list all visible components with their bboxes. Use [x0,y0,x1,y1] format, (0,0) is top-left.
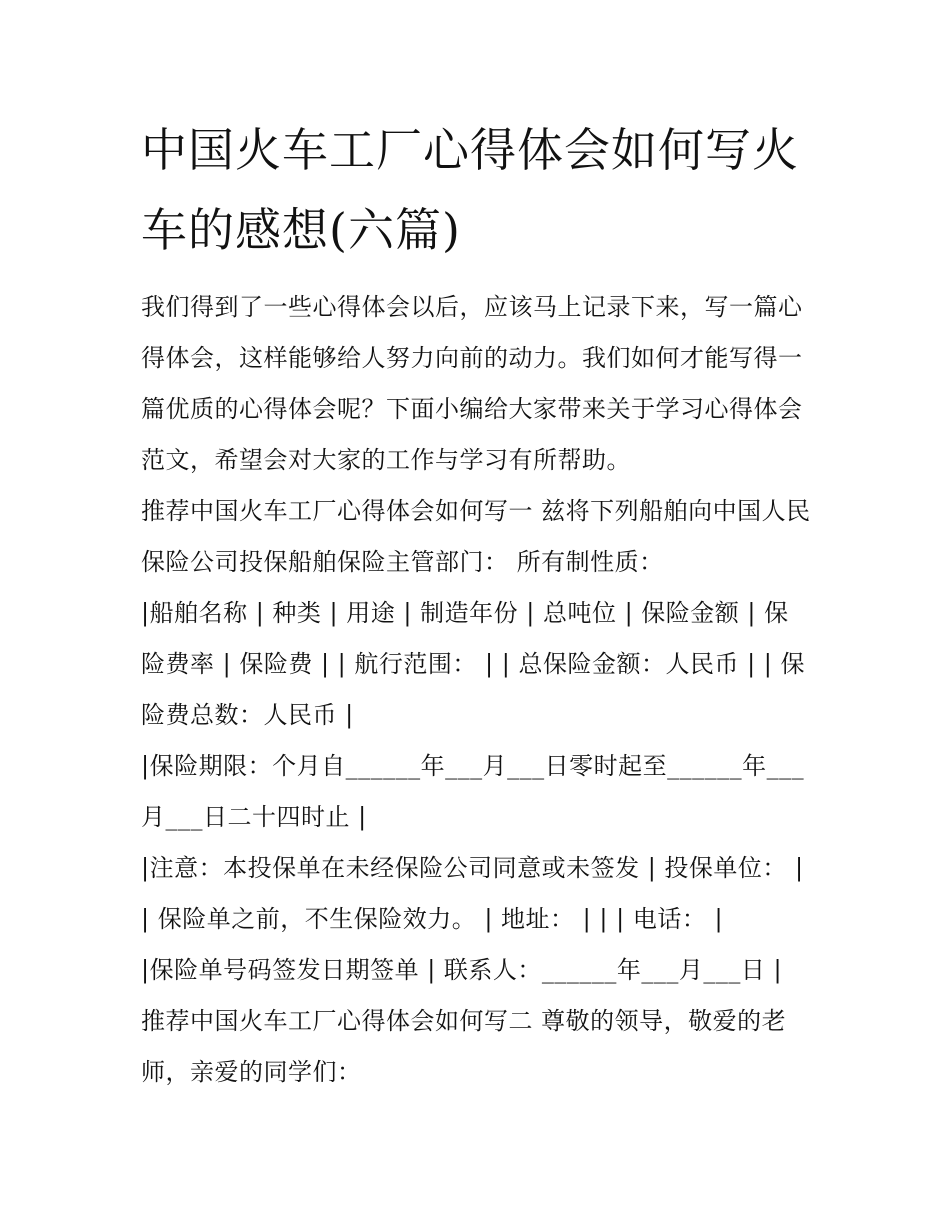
form-table-row-period: |保险期限：个月自______年___月___日零时起至______年___月___日二十四时止 | [141,752,805,831]
intro-paragraph: 我们得到了一些心得体会以后，应该马上记录下来，写一篇心得体会，这样能够给人努力向前的动力。我们如何才能写得一篇优质的心得体会呢？下面小编给大家带来关于学习心得体会范文，希望会对大家的工作与学习有所帮助。 [141,293,803,474]
document-title: 中国火车工厂心得体会如何写火车的感想(六篇) [141,123,799,257]
document-page [141,110,813,1098]
form-table-row-ship-info: |船舶名称 | 种类 | 用途 | 制造年份 | 总吨位 | 保险金额 | 保险费率 | 保险费 | | 航行范围： | | 总保险金额：人民币 | | 保险费总数：人民币 | [141,599,806,729]
form-table-row-policy-number: |保险单号码签发日期签单 | 联系人：______年___月___日 | [141,956,783,984]
form-table-row-notice: |注意：本投保单在未经保险公司同意或未签发 | 投保单位： | | 保险单之前，不生保险效力。 | 地址： | | | 电话： | [141,854,804,933]
section-one-heading-paragraph: 推荐中国火车工厂心得体会如何写一 兹将下列船舶向中国人民保险公司投保船舶保险主管部门： 所有制性质： [141,497,811,576]
section-two-heading-paragraph: 推荐中国火车工厂心得体会如何写二 尊敬的领导，敬爱的老师，亲爱的同学们： [141,1007,787,1086]
